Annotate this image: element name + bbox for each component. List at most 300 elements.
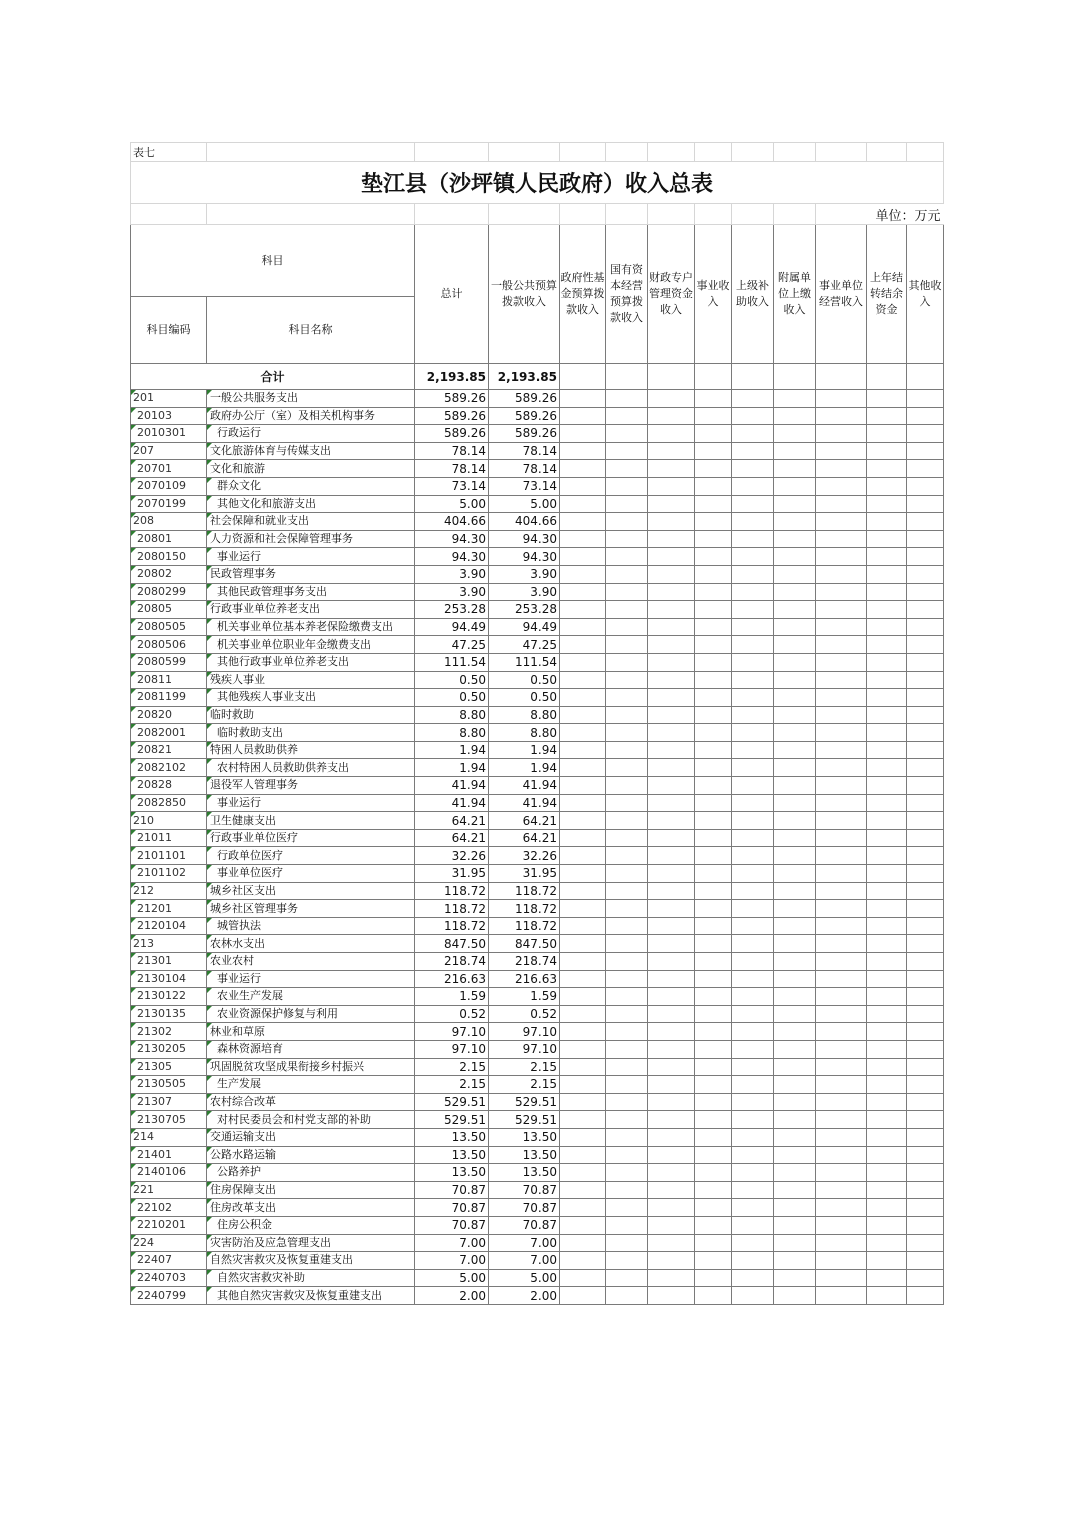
subject-code-cell: 2140106 [131, 1164, 207, 1182]
total-label: 合计 [131, 364, 415, 390]
subject-code-cell: 2010301 [131, 425, 207, 443]
empty-cell [695, 741, 732, 759]
subject-code-cell: 2080505 [131, 618, 207, 636]
empty-cell [867, 671, 907, 689]
general-budget-cell: 47.25 [489, 636, 560, 654]
empty-cell [907, 636, 944, 654]
empty-cell [732, 1146, 774, 1164]
header-superior-subsidy: 上级补助收入 [732, 225, 774, 364]
table-row [131, 689, 944, 707]
empty-cell [648, 1040, 695, 1058]
empty-cell [695, 1199, 732, 1217]
table-row [131, 794, 944, 812]
empty-cell [816, 1146, 867, 1164]
empty-cell [606, 1146, 648, 1164]
empty-cell [867, 477, 907, 495]
subject-code-cell: 20820 [131, 706, 207, 724]
total-cell: 2.15 [415, 1058, 489, 1076]
empty-cell [774, 548, 816, 566]
table-row [131, 1252, 944, 1270]
header-affiliated-income: 附属单位上缴收入 [774, 225, 816, 364]
empty-cell [907, 1076, 944, 1094]
total-cell: 7.00 [415, 1252, 489, 1270]
empty-cell [907, 689, 944, 707]
empty-cell [867, 689, 907, 707]
empty-cell [695, 935, 732, 953]
empty-cell [695, 407, 732, 425]
subject-name-cell: 政府办公厅（室）及相关机构事务 [207, 407, 415, 425]
table-row [131, 759, 944, 777]
empty-cell [560, 882, 606, 900]
empty-cell [732, 513, 774, 531]
empty-cell [606, 847, 648, 865]
table-row [131, 1111, 944, 1129]
empty-cell [606, 618, 648, 636]
empty-cell [907, 1146, 944, 1164]
empty-cell [816, 1234, 867, 1252]
empty-cell [907, 1252, 944, 1270]
empty-cell [560, 812, 606, 830]
empty-cell [732, 583, 774, 601]
empty-cell [867, 847, 907, 865]
general-budget-cell: 5.00 [489, 495, 560, 513]
table-row [131, 495, 944, 513]
empty-cell [560, 759, 606, 777]
empty-cell [732, 759, 774, 777]
general-budget-cell: 78.14 [489, 442, 560, 460]
empty-cell [695, 1252, 732, 1270]
empty-cell [648, 477, 695, 495]
empty-cell [606, 970, 648, 988]
table-row [131, 425, 944, 443]
header-operating-income: 事业单位经营收入 [816, 225, 867, 364]
empty-cell [867, 794, 907, 812]
empty-cell [816, 495, 867, 513]
empty-cell [907, 917, 944, 935]
general-budget-cell: 78.14 [489, 460, 560, 478]
empty-cell [606, 442, 648, 460]
empty-cell [867, 1181, 907, 1199]
empty-cell [816, 653, 867, 671]
empty-cell [695, 777, 732, 795]
subject-name-cell: 住房保障支出 [207, 1181, 415, 1199]
table-row [131, 1023, 944, 1041]
general-budget-cell: 64.21 [489, 812, 560, 830]
empty-cell [907, 477, 944, 495]
sheet-label: 表七 [131, 143, 207, 162]
empty-cell [695, 829, 732, 847]
empty-cell [867, 829, 907, 847]
general-budget-cell: 1.94 [489, 759, 560, 777]
empty-cell [774, 882, 816, 900]
table-row [131, 1128, 944, 1146]
subject-name-cell: 事业运行 [207, 548, 415, 566]
empty-cell [867, 1093, 907, 1111]
general-budget-cell: 64.21 [489, 829, 560, 847]
empty-cell [560, 1093, 606, 1111]
empty-cell [774, 636, 816, 654]
table-row [131, 513, 944, 531]
empty-cell [606, 882, 648, 900]
subject-code-cell: 213 [131, 935, 207, 953]
total-cell: 47.25 [415, 636, 489, 654]
empty-cell [560, 1128, 606, 1146]
empty-cell [695, 1040, 732, 1058]
empty-cell [648, 1199, 695, 1217]
empty-cell [774, 724, 816, 742]
empty-cell [732, 1076, 774, 1094]
empty-cell [907, 1269, 944, 1287]
empty-cell [560, 777, 606, 795]
empty-cell [560, 724, 606, 742]
subject-code-cell: 2210201 [131, 1216, 207, 1234]
empty-cell [606, 653, 648, 671]
empty-cell [867, 988, 907, 1006]
empty-cell [907, 390, 944, 408]
table-row [131, 917, 944, 935]
header-subject: 科目 [131, 225, 415, 297]
empty-cell [695, 706, 732, 724]
empty-cell [648, 1287, 695, 1305]
empty-cell [907, 988, 944, 1006]
total-cell: 0.50 [415, 689, 489, 707]
total-cell: 31.95 [415, 865, 489, 883]
table-row [131, 1146, 944, 1164]
empty-cell [907, 759, 944, 777]
table-row [131, 1287, 944, 1305]
empty-cell [867, 741, 907, 759]
empty-cell [774, 1199, 816, 1217]
empty-cell [648, 583, 695, 601]
empty-cell [606, 794, 648, 812]
empty-cell [695, 1093, 732, 1111]
empty-cell [695, 477, 732, 495]
subject-code-cell: 2130122 [131, 988, 207, 1006]
empty-cell [907, 1199, 944, 1217]
empty-cell [907, 829, 944, 847]
total-cell: 70.87 [415, 1216, 489, 1234]
empty-cell [606, 1111, 648, 1129]
empty-cell [648, 601, 695, 619]
empty-cell [907, 1058, 944, 1076]
empty-cell [732, 618, 774, 636]
empty-cell [606, 689, 648, 707]
empty-cell [732, 706, 774, 724]
subject-code-cell: 2130104 [131, 970, 207, 988]
empty-cell [816, 671, 867, 689]
empty-cell [907, 513, 944, 531]
empty-cell [816, 1269, 867, 1287]
subject-name-cell: 临时救助 [207, 706, 415, 724]
empty-cell [560, 1234, 606, 1252]
empty-cell [648, 794, 695, 812]
subject-name-cell: 农村综合改革 [207, 1093, 415, 1111]
empty-cell [867, 583, 907, 601]
empty-cell [867, 530, 907, 548]
empty-cell [648, 900, 695, 918]
empty-cell [867, 1058, 907, 1076]
empty-cell [816, 530, 867, 548]
subject-name-cell: 交通运输支出 [207, 1128, 415, 1146]
subject-name-cell: 城乡社区支出 [207, 882, 415, 900]
empty-cell [560, 1005, 606, 1023]
table-row [131, 1076, 944, 1094]
subject-name-cell: 事业运行 [207, 970, 415, 988]
empty-cell [774, 1058, 816, 1076]
empty-cell [816, 636, 867, 654]
subject-name-cell: 农业生产发展 [207, 988, 415, 1006]
empty-cell [816, 847, 867, 865]
subject-code-cell: 20828 [131, 777, 207, 795]
total-cell: 7.00 [415, 1234, 489, 1252]
subject-code-cell: 2082850 [131, 794, 207, 812]
subject-name-cell: 残疾人事业 [207, 671, 415, 689]
empty-cell [606, 1076, 648, 1094]
empty-cell [648, 513, 695, 531]
empty-cell [774, 425, 816, 443]
empty-cell [606, 1287, 648, 1305]
subject-name-cell: 城管执法 [207, 917, 415, 935]
empty-cell [606, 1023, 648, 1041]
empty-cell [560, 970, 606, 988]
subject-name-cell: 对村民委员会和村党支部的补助 [207, 1111, 415, 1129]
subject-name-cell: 民政管理事务 [207, 565, 415, 583]
empty-cell [606, 865, 648, 883]
empty-cell [695, 917, 732, 935]
empty-cell [867, 882, 907, 900]
subject-code-cell: 21305 [131, 1058, 207, 1076]
empty-cell [732, 1093, 774, 1111]
empty-cell [867, 513, 907, 531]
subject-code-cell: 2240703 [131, 1269, 207, 1287]
empty-cell [816, 865, 867, 883]
subject-name-cell: 森林资源培育 [207, 1040, 415, 1058]
empty-cell [907, 953, 944, 971]
subject-name-cell: 其他行政事业单位养老支出 [207, 653, 415, 671]
empty-cell [648, 530, 695, 548]
empty-cell [816, 935, 867, 953]
empty-cell [695, 865, 732, 883]
subject-name-cell: 行政事业单位医疗 [207, 829, 415, 847]
empty-cell [907, 706, 944, 724]
general-budget-cell: 216.63 [489, 970, 560, 988]
general-budget-cell: 111.54 [489, 653, 560, 671]
table-row [131, 988, 944, 1006]
subject-name-cell: 林业和草原 [207, 1023, 415, 1041]
general-budget-cell: 8.80 [489, 724, 560, 742]
total-cell: 8.80 [415, 706, 489, 724]
empty-cell [695, 1216, 732, 1234]
empty-cell [774, 1234, 816, 1252]
general-budget-cell: 5.00 [489, 1269, 560, 1287]
subject-code-cell: 2082102 [131, 759, 207, 777]
empty-cell [606, 741, 648, 759]
empty-cell [648, 1058, 695, 1076]
empty-cell [907, 847, 944, 865]
empty-cell [774, 1076, 816, 1094]
empty-cell [732, 970, 774, 988]
general-budget-cell: 529.51 [489, 1111, 560, 1129]
table-row [131, 1040, 944, 1058]
empty-cell [907, 882, 944, 900]
subject-name-cell: 公路养护 [207, 1164, 415, 1182]
empty-cell [606, 724, 648, 742]
table-row [131, 1005, 944, 1023]
empty-cell [732, 548, 774, 566]
empty-cell [732, 1269, 774, 1287]
empty-cell [774, 741, 816, 759]
total-cell: 94.30 [415, 548, 489, 566]
empty-cell [648, 618, 695, 636]
subject-name-cell: 机关事业单位基本养老保险缴费支出 [207, 618, 415, 636]
total-cell: 404.66 [415, 513, 489, 531]
empty-cell [774, 847, 816, 865]
general-budget-cell: 94.30 [489, 530, 560, 548]
subject-name-cell: 其他残疾人事业支出 [207, 689, 415, 707]
empty-cell [867, 390, 907, 408]
empty-cell [695, 900, 732, 918]
total-cell: 0.50 [415, 671, 489, 689]
empty-cell [606, 407, 648, 425]
empty-cell [732, 1199, 774, 1217]
empty-cell [774, 1093, 816, 1111]
empty-cell [816, 460, 867, 478]
header-special-fund: 财政专户管理资金收入 [648, 225, 695, 364]
empty-cell [774, 618, 816, 636]
table-row [131, 829, 944, 847]
empty-cell [867, 1005, 907, 1023]
subject-name-cell: 其他自然灾害救灾及恢复重建支出 [207, 1287, 415, 1305]
empty-cell [867, 865, 907, 883]
total-cell: 3.90 [415, 583, 489, 601]
subject-name-cell: 事业运行 [207, 794, 415, 812]
empty-cell [560, 1164, 606, 1182]
empty-cell [560, 794, 606, 812]
general-budget-cell: 8.80 [489, 706, 560, 724]
empty-cell [867, 618, 907, 636]
empty-cell [560, 1023, 606, 1041]
subject-code-cell: 2080506 [131, 636, 207, 654]
empty-cell [560, 1216, 606, 1234]
empty-cell [695, 390, 732, 408]
empty-cell [695, 1287, 732, 1305]
empty-cell [907, 741, 944, 759]
empty-cell [774, 812, 816, 830]
general-budget-cell: 253.28 [489, 601, 560, 619]
empty-cell [907, 777, 944, 795]
empty-cell [695, 812, 732, 830]
empty-cell [732, 689, 774, 707]
table-row [131, 1181, 944, 1199]
empty-cell [816, 1040, 867, 1058]
empty-cell [732, 1252, 774, 1270]
header-total: 总计 [415, 225, 489, 364]
subject-name-cell: 灾害防治及应急管理支出 [207, 1234, 415, 1252]
empty-cell [732, 917, 774, 935]
empty-cell [774, 829, 816, 847]
general-budget-cell: 118.72 [489, 917, 560, 935]
empty-cell [648, 425, 695, 443]
empty-cell [606, 1164, 648, 1182]
subject-code-cell: 208 [131, 513, 207, 531]
empty-cell [695, 882, 732, 900]
empty-cell [907, 425, 944, 443]
empty-cell [867, 953, 907, 971]
subject-name-cell: 一般公共服务支出 [207, 390, 415, 408]
empty-cell [867, 653, 907, 671]
empty-cell [816, 1023, 867, 1041]
empty-cell [606, 425, 648, 443]
empty-cell [774, 407, 816, 425]
table-row [131, 882, 944, 900]
total-cell: 216.63 [415, 970, 489, 988]
empty-cell [560, 530, 606, 548]
table-row [131, 1234, 944, 1252]
subject-name-cell: 生产发展 [207, 1076, 415, 1094]
empty-cell [648, 724, 695, 742]
empty-cell [774, 513, 816, 531]
empty-cell [695, 1128, 732, 1146]
subject-code-cell: 2080599 [131, 653, 207, 671]
empty-cell [695, 653, 732, 671]
subject-code-cell: 224 [131, 1234, 207, 1252]
total-cell: 2.15 [415, 1076, 489, 1094]
total-cell: 8.80 [415, 724, 489, 742]
empty-cell [648, 953, 695, 971]
empty-cell [816, 1164, 867, 1182]
empty-cell [606, 759, 648, 777]
empty-cell [648, 865, 695, 883]
empty-cell [560, 865, 606, 883]
empty-cell [867, 1234, 907, 1252]
empty-cell [816, 706, 867, 724]
subject-code-cell: 2240799 [131, 1287, 207, 1305]
empty-cell [606, 917, 648, 935]
empty-cell [648, 935, 695, 953]
subject-name-cell: 农村特困人员救助供养支出 [207, 759, 415, 777]
empty-cell [648, 882, 695, 900]
empty-cell [560, 988, 606, 1006]
empty-cell [695, 1058, 732, 1076]
empty-cell [648, 390, 695, 408]
subject-name-cell: 农业农村 [207, 953, 415, 971]
total-cell: 118.72 [415, 882, 489, 900]
table-row [131, 548, 944, 566]
general-budget-cell: 97.10 [489, 1040, 560, 1058]
empty-cell [606, 777, 648, 795]
subject-name-cell: 机关事业单位职业年金缴费支出 [207, 636, 415, 654]
total-cell: 41.94 [415, 794, 489, 812]
empty-cell [774, 530, 816, 548]
empty-cell [867, 1287, 907, 1305]
empty-cell [816, 724, 867, 742]
general-budget-cell: 94.30 [489, 548, 560, 566]
empty-cell [732, 900, 774, 918]
empty-cell [606, 671, 648, 689]
empty-cell [648, 970, 695, 988]
empty-cell [816, 812, 867, 830]
empty-cell [774, 706, 816, 724]
empty-cell [606, 495, 648, 513]
empty-cell [816, 1181, 867, 1199]
empty-cell [816, 548, 867, 566]
subject-code-cell: 20821 [131, 741, 207, 759]
empty-cell [560, 460, 606, 478]
empty-cell [695, 1076, 732, 1094]
empty-cell [560, 1252, 606, 1270]
empty-cell [560, 495, 606, 513]
subject-code-cell: 21301 [131, 953, 207, 971]
